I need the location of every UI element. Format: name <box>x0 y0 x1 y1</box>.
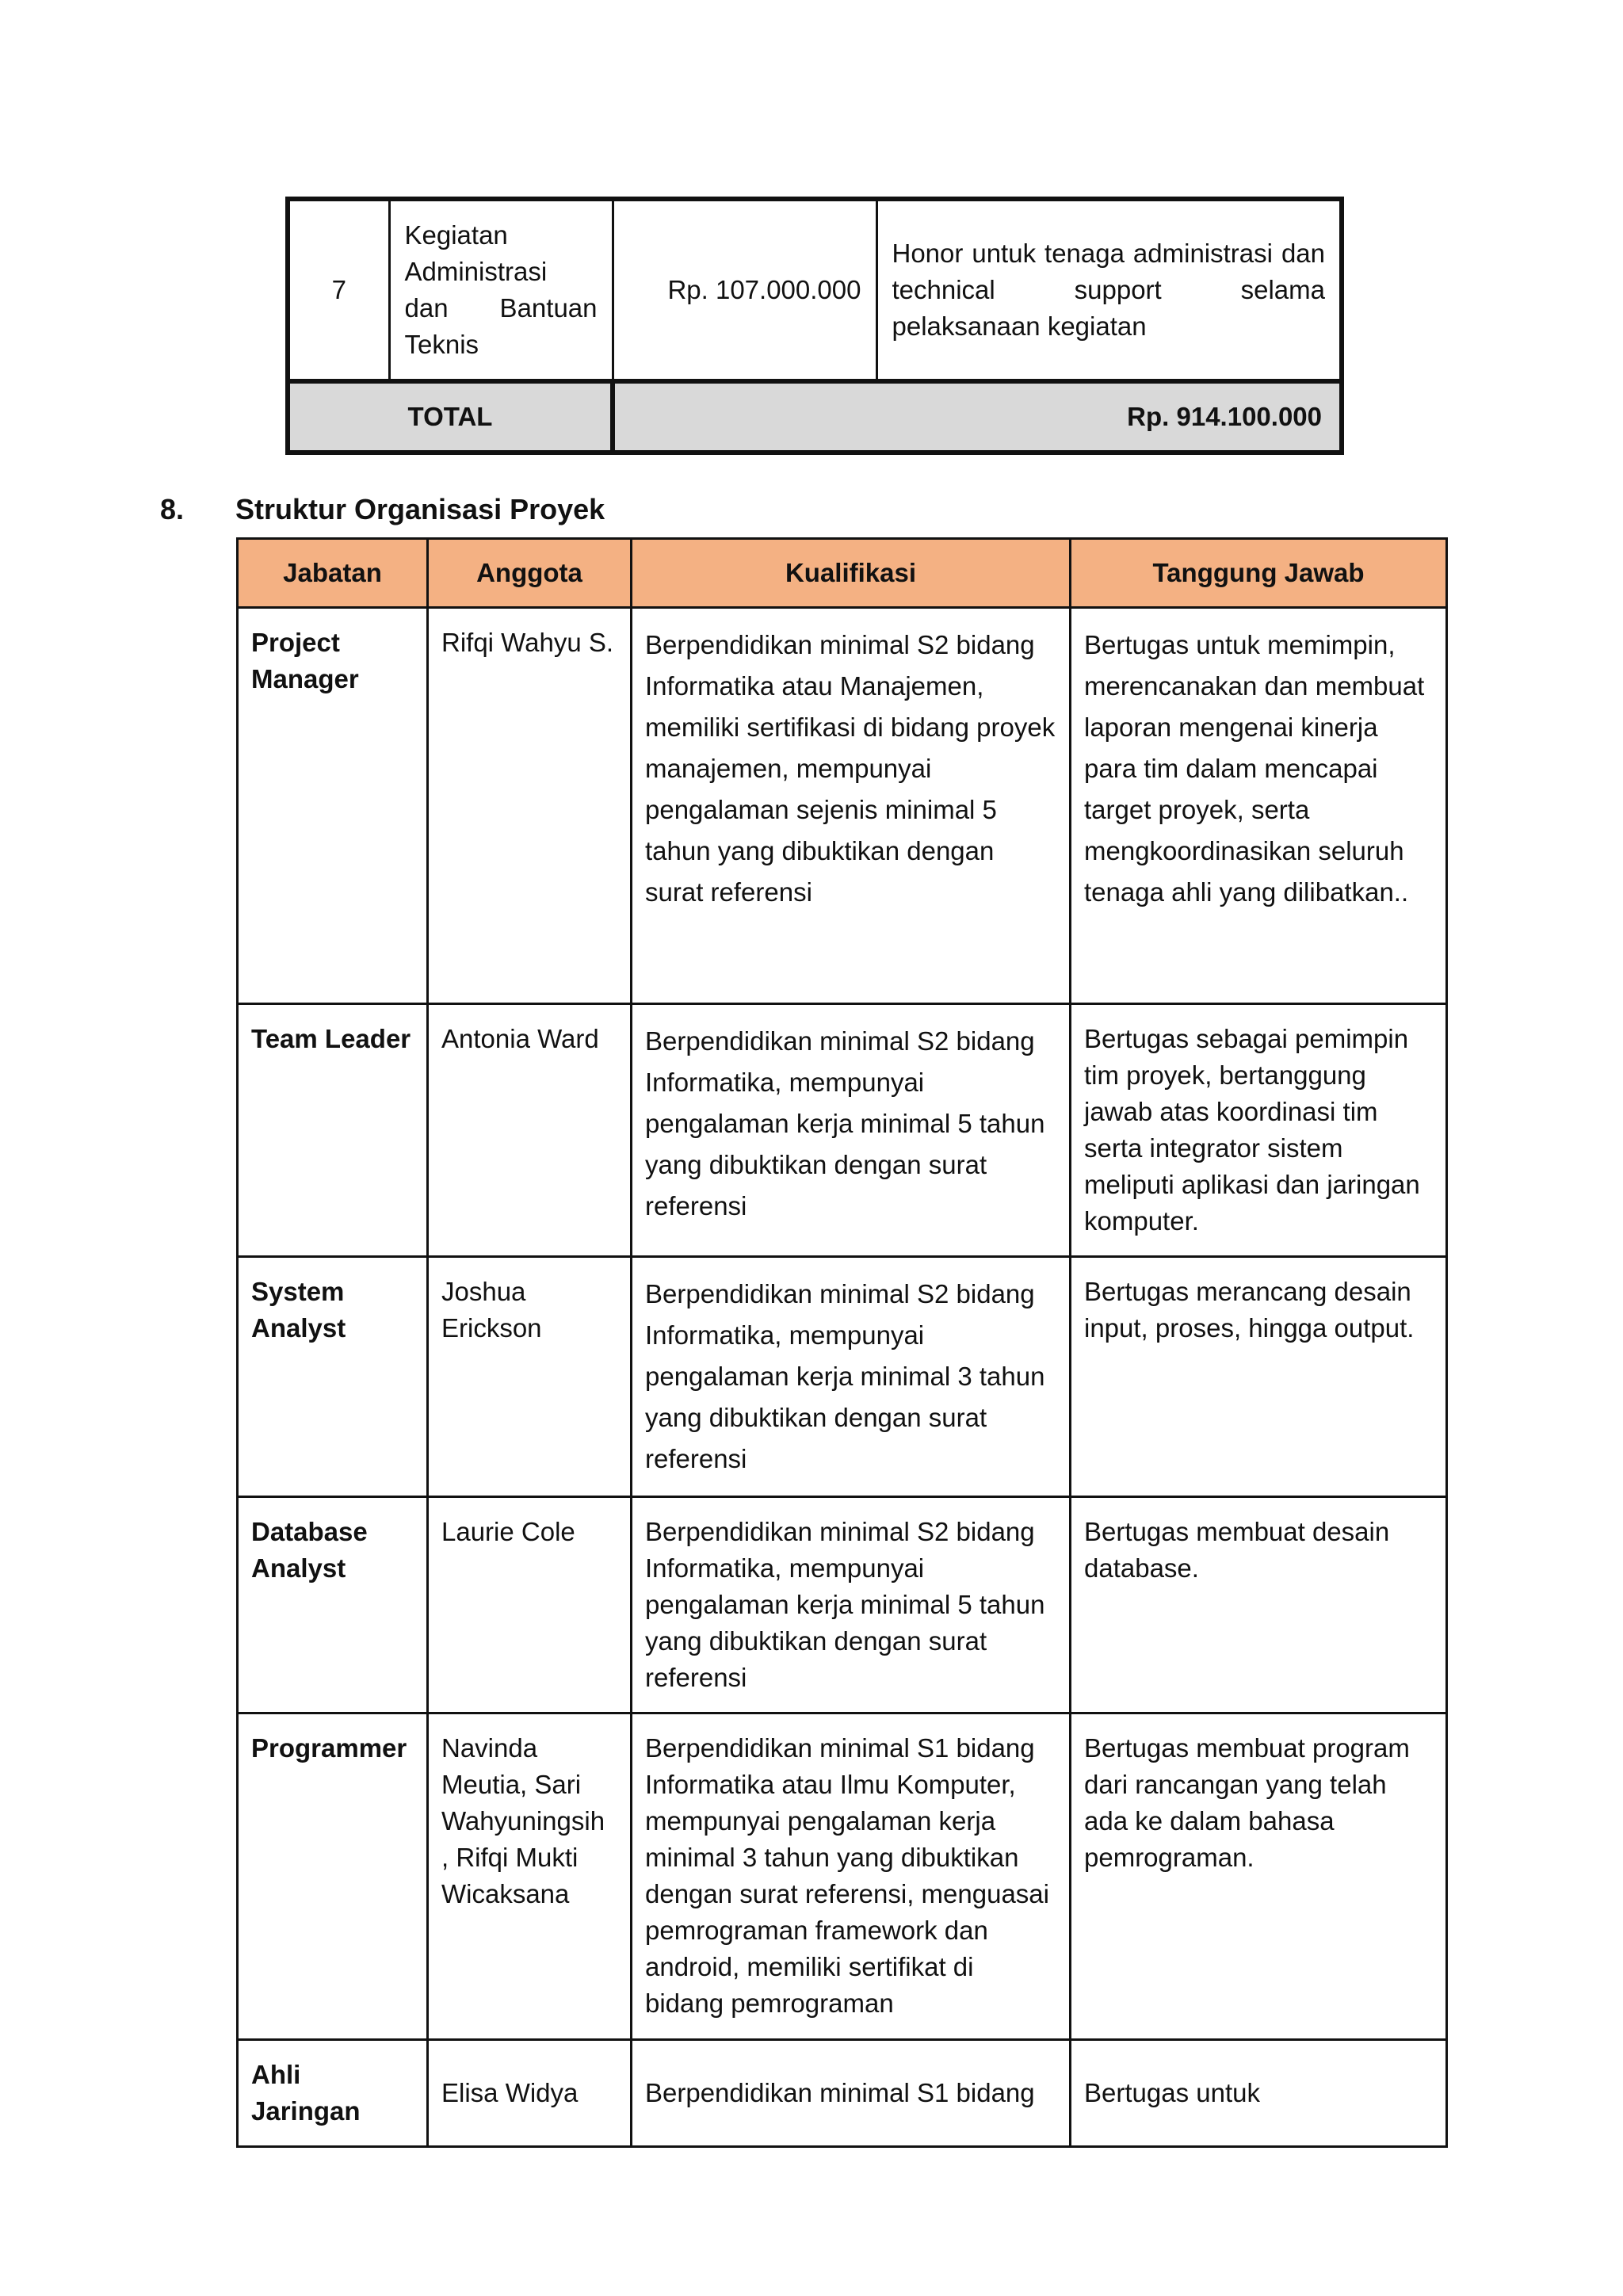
cell-position: Project Manager <box>238 608 428 1004</box>
org-structure-table <box>236 537 1448 2148</box>
cell-position: Ahli Jaringan <box>238 2040 428 2147</box>
cell-position: Programmer <box>238 1713 428 2040</box>
header-tanggung-jawab: Tanggung Jawab <box>1071 539 1447 608</box>
cell-member: Navinda Meutia, Sari Wahyuningsih , Rifqi Mukti Wicaksana <box>428 1713 632 2040</box>
cell-qualification: Berpendidikan minimal S2 bidang Informatika, mempunyai pengalaman kerja minimal 5 tahun yang dibuktikan dengan surat referensi <box>632 1497 1071 1713</box>
budget-row <box>288 199 1342 381</box>
section-title: Struktur Organisasi Proyek <box>235 493 605 525</box>
cell-member: Elisa Widya <box>428 2040 632 2147</box>
table-row <box>238 1713 1447 2040</box>
table-row <box>238 2040 1447 2147</box>
cell-qualification: Berpendidikan minimal S1 bidang Informatika atau Ilmu Komputer, mempunyai pengalaman kerja minimal 3 tahun yang dibuktikan dengan surat referensi, menguasai pemrograman framework dan android, memiliki sertifikat di bidang pemrograman <box>632 1713 1071 2040</box>
cell-position: Team Leader <box>238 1004 428 1257</box>
org-header-row <box>238 539 1447 608</box>
budget-row-description: Honor untuk tenaga administrasi dan technical support selama pelaksanaan kegiatan <box>876 199 1342 381</box>
cell-qualification: Berpendidikan minimal S2 bidang Informatika, mempunyai pengalaman kerja minimal 5 tahun yang dibuktikan dengan surat referensi <box>632 1004 1071 1257</box>
header-anggota: Anggota <box>428 539 632 608</box>
section-number: 8. <box>160 493 185 525</box>
budget-row-name: Kegiatan Administrasi dan Bantuan Teknis <box>389 199 613 381</box>
cell-responsibility: Bertugas membuat desain database. <box>1071 1497 1447 1713</box>
header-kualifikasi: Kualifikasi <box>632 539 1071 608</box>
table-row <box>238 1257 1447 1497</box>
cell-position: System Analyst <box>238 1257 428 1497</box>
table-row <box>238 1497 1447 1713</box>
budget-table <box>285 197 1344 455</box>
cell-member: Antonia Ward <box>428 1004 632 1257</box>
cell-qualification: Berpendidikan minimal S1 bidang <box>632 2040 1071 2147</box>
cell-qualification: Berpendidikan minimal S2 bidang Informatika atau Manajemen, memiliki sertifikasi di bidang proyek manajemen, mempunyai pengalaman sejenis minimal 5 tahun yang dibuktikan dengan surat referensi <box>632 608 1071 1004</box>
cell-member: Rifqi Wahyu S. <box>428 608 632 1004</box>
cell-position: Database Analyst <box>238 1497 428 1713</box>
budget-row-number: 7 <box>288 199 389 381</box>
cell-member: Laurie Cole <box>428 1497 632 1713</box>
budget-total-row <box>288 381 1342 453</box>
cell-responsibility: Bertugas untuk memimpin, merencanakan dan membuat laporan mengenai kinerja para tim dalam mencapai target proyek, serta mengkoordinasikan seluruh tenaga ahli yang dilibatkan.. <box>1071 608 1447 1004</box>
cell-responsibility: Bertugas merancang desain input, proses, hingga output. <box>1071 1257 1447 1497</box>
total-label: TOTAL <box>288 381 613 453</box>
header-jabatan: Jabatan <box>238 539 428 608</box>
cell-responsibility: Bertugas sebagai pemimpin tim proyek, bertanggung jawab atas koordinasi tim serta integrator sistem meliputi aplikasi dan jaringan komputer. <box>1071 1004 1447 1257</box>
budget-row-amount: Rp. 107.000.000 <box>613 199 876 381</box>
cell-responsibility: Bertugas membuat program dari rancangan yang telah ada ke dalam bahasa pemrograman. <box>1071 1713 1447 2040</box>
table-row <box>238 1004 1447 1257</box>
cell-member: Joshua Erickson <box>428 1257 632 1497</box>
cell-qualification: Berpendidikan minimal S2 bidang Informatika, mempunyai pengalaman kerja minimal 3 tahun yang dibuktikan dengan surat referensi <box>632 1257 1071 1497</box>
table-row <box>238 608 1447 1004</box>
section-heading <box>160 493 605 526</box>
total-value: Rp. 914.100.000 <box>613 381 1342 453</box>
cell-responsibility: Bertugas untuk <box>1071 2040 1447 2147</box>
